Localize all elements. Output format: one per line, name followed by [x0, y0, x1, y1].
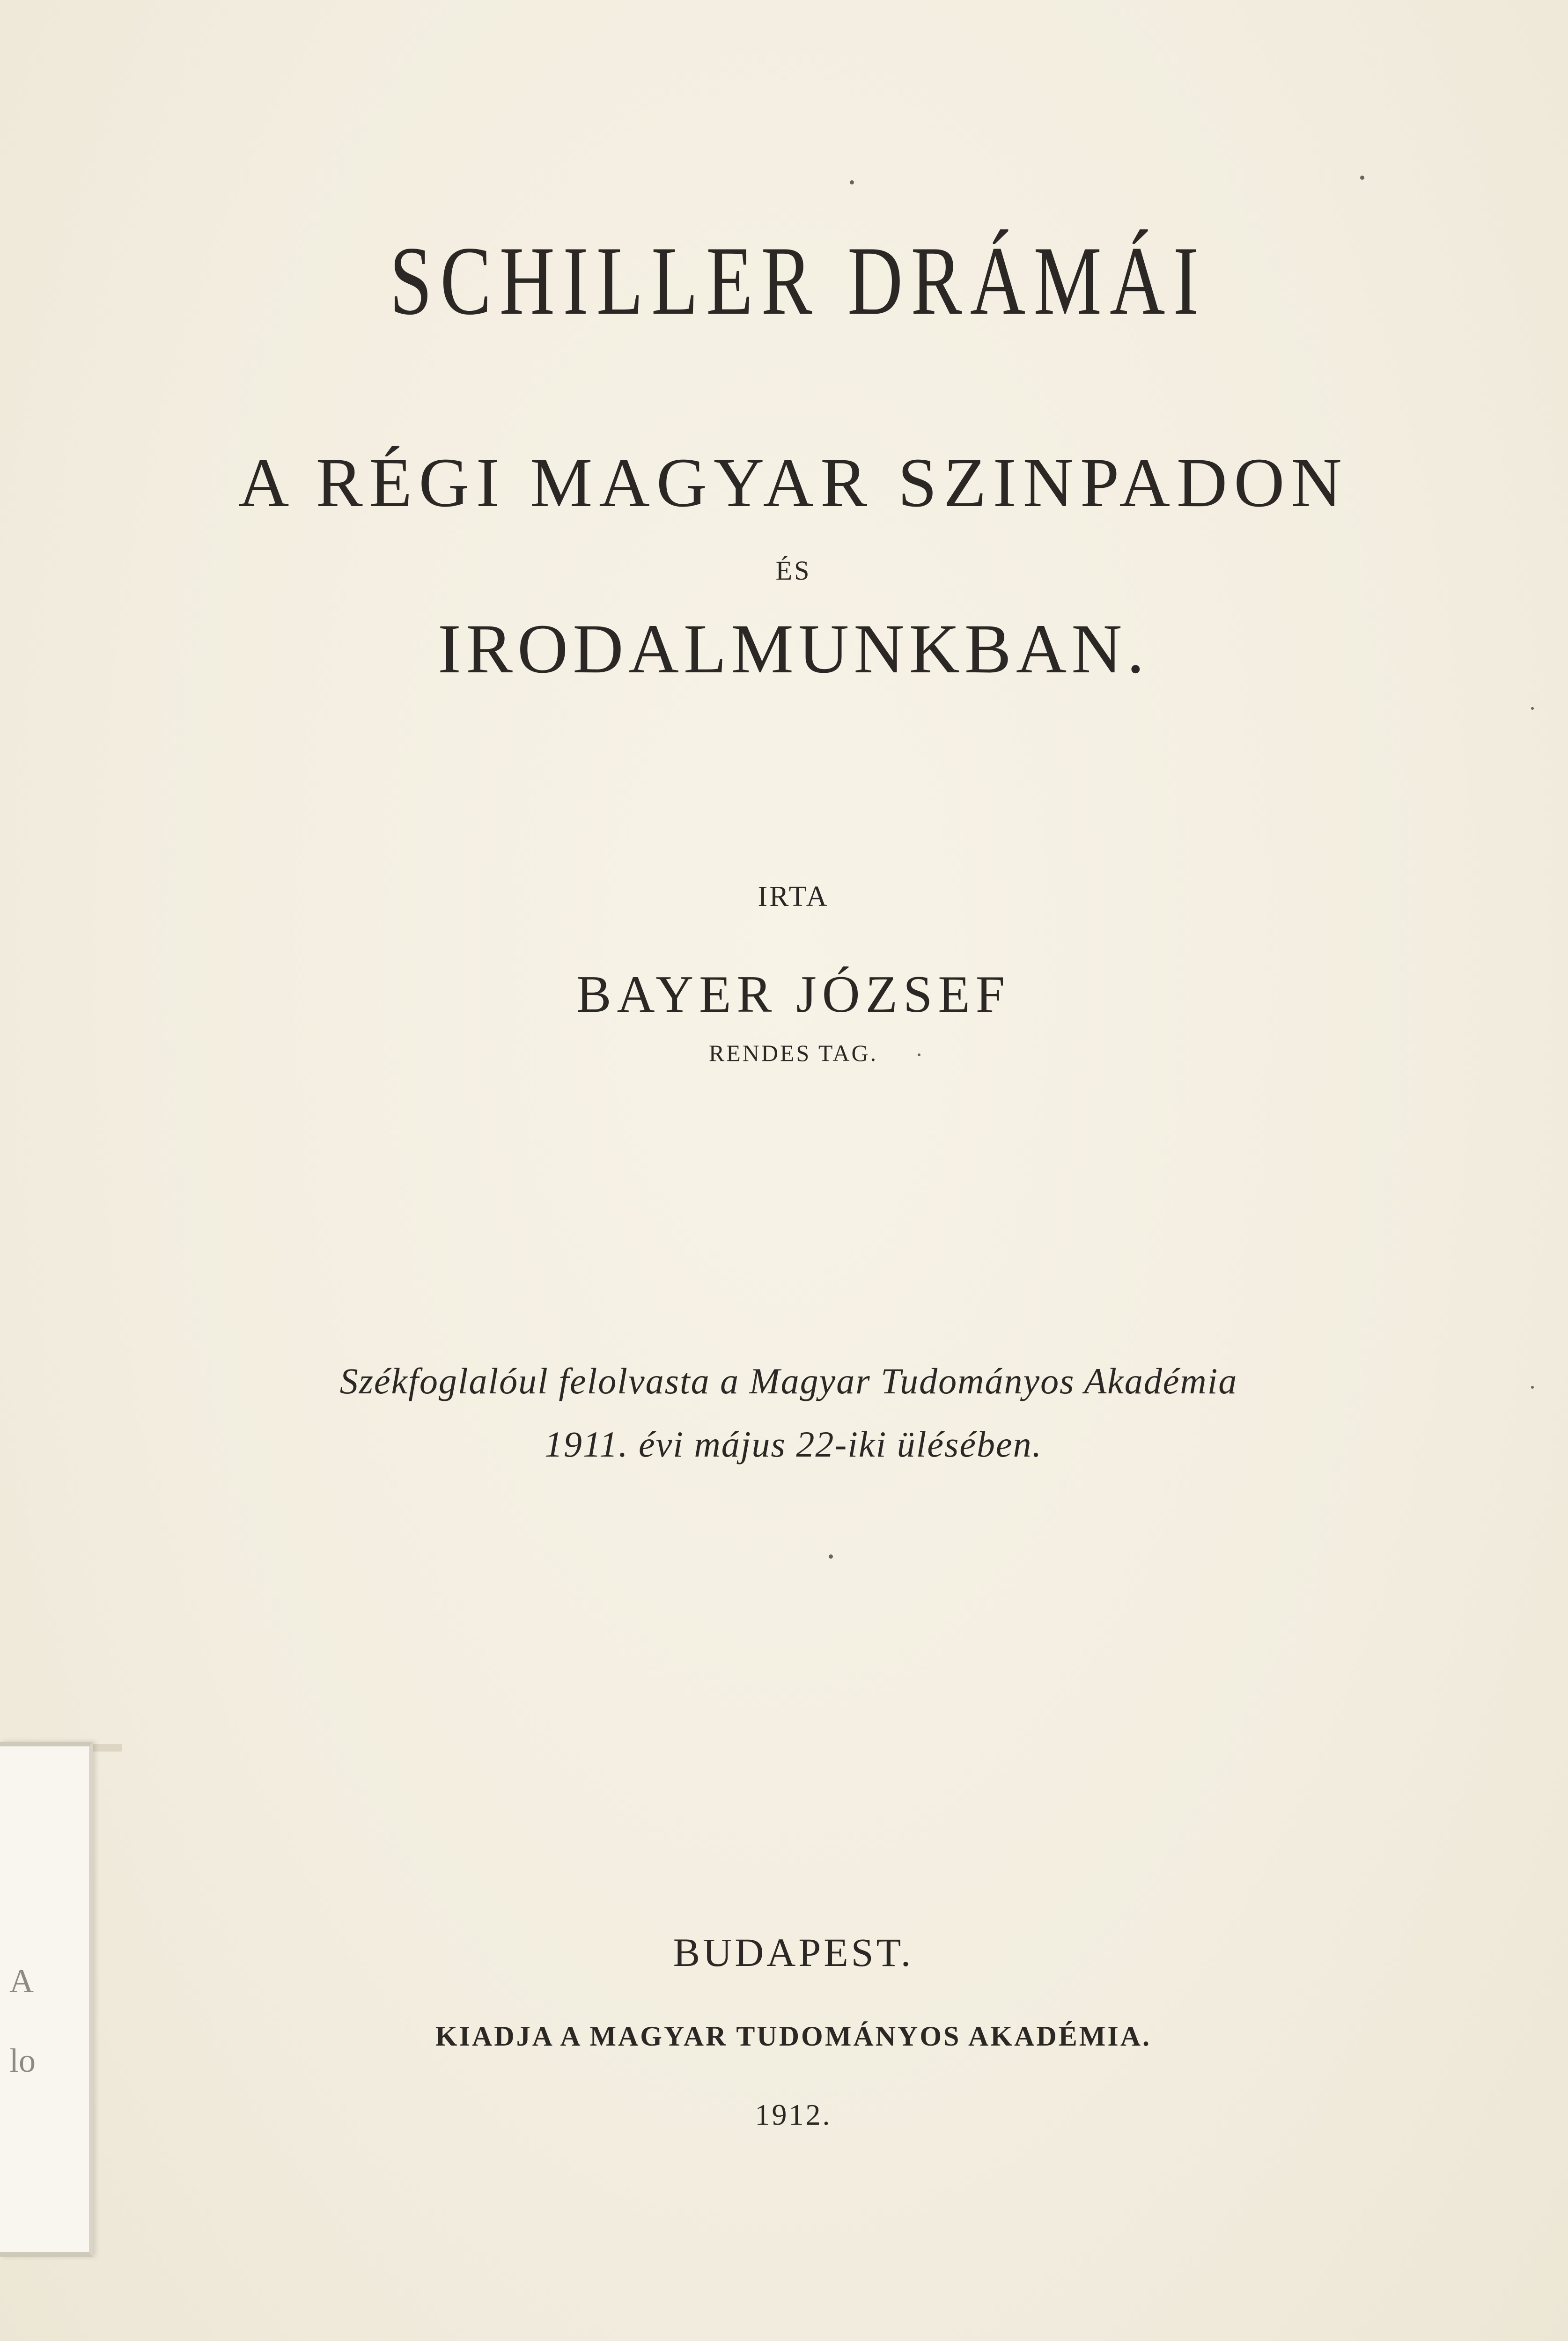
byline-label: IRTA — [758, 881, 829, 913]
paper-speck — [829, 1554, 833, 1559]
library-label-mark: lo — [9, 2042, 36, 2079]
paper-speck — [850, 180, 854, 184]
subtitle-conjunction: ÉS — [775, 555, 811, 586]
library-label — [0, 1742, 93, 2257]
paper-speck — [918, 1053, 920, 1056]
book-subtitle: A RÉGI MAGYAR SZINPADON — [238, 444, 1348, 522]
book-subtitle-continued: IRODALMUNKBAN. — [437, 610, 1149, 688]
paper-speck — [1531, 707, 1534, 710]
imprint-publisher: KIADJA A MAGYAR TUDOMÁNYOS AKADÉMIA. — [435, 2021, 1152, 2052]
lecture-note-line-1: Székfoglalóul felolvasta a Magyar Tudományos Akadémia — [339, 1361, 1238, 1401]
imprint-city: BUDAPEST. — [673, 1930, 914, 1975]
lecture-note-line-2: 1911. évi május 22-iki ülésében. — [544, 1424, 1043, 1465]
paper-speck — [1360, 176, 1364, 180]
library-label-mark: A — [9, 1962, 34, 2000]
paper-speck — [1531, 1386, 1534, 1389]
author-name: BAYER JÓZSEF — [576, 965, 1011, 1023]
imprint-year: 1912. — [755, 2098, 832, 2131]
library-label-edge — [89, 1744, 122, 1752]
author-rank: RENDES TAG. — [708, 1040, 878, 1066]
book-title: SCHILLER DRÁMÁI — [389, 227, 1207, 335]
